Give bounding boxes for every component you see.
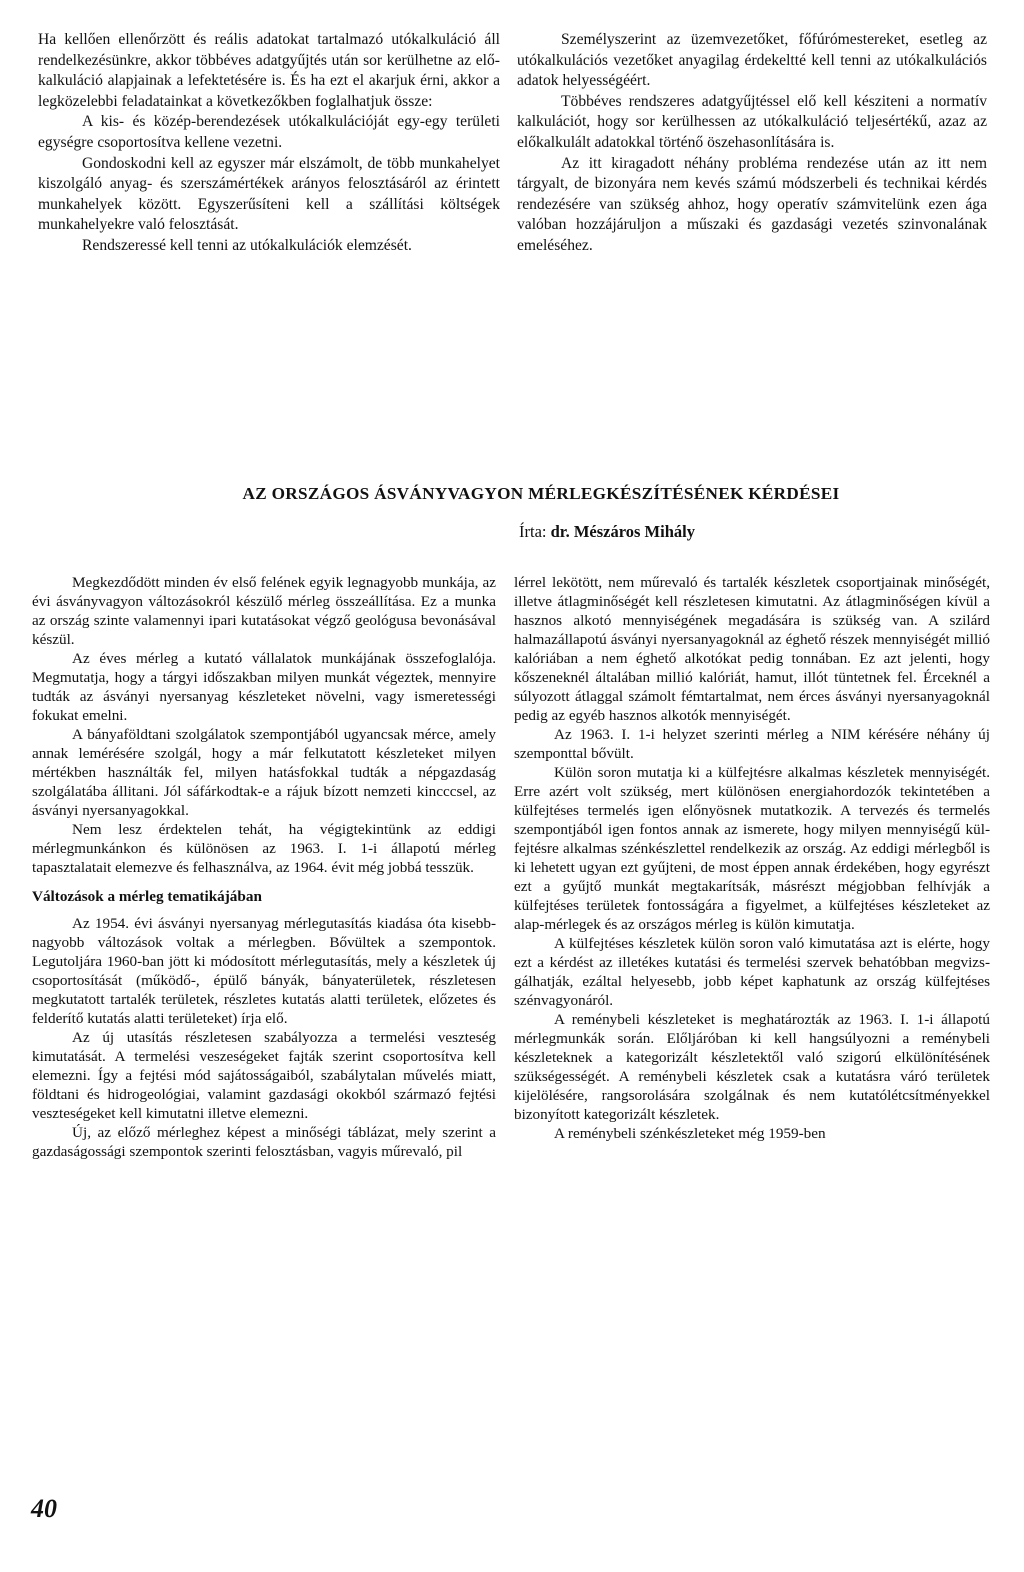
top-left-column [38,30,500,257]
bottom-left-column [32,573,496,1161]
author-name: dr. Mészáros Mihály [550,522,695,541]
byline [95,522,1024,542]
paragraph: A kis- és közép-berendezések utókalkulációját egy-egy területi egységre csoportosítva kellene vezetni. [38,113,500,151]
paragraph: Többéves rendszeres adatgyűjtéssel elő kell késziteni a normatív kalkulációt, hogy sor kerülhessen az utókalkuláció teljesértékű, azaz az előkalkulált adatokkal történő öszehasonlítására is. [517,92,987,151]
paragraph: Külön soron mutatja ki a külfejtésre alkalmas készletek mennyiségét. Erre azért volt szükség, mert különösen energiahordozók tekintetében a külfejtéses termelés igen előnyösnek mutatkozik. A tervezés és termelés szempontjából igen fontos annak az ismerete, hogy milyen mennyiségű külfejtésre alkalmas szénkészlettel rendelkezik az ország. Az eddigi mérlegből is ki lehetett ugyan ezt gyűjteni, de most éppen annak érdekében, hogy egyrészt ezt a gyűjtő munkát megtakarítsák, másrészt mégjobban felhívják a külfejtéses területek fontosságára a figyelmet, a külfejtéses készleteket az alap-mérlegek és az országos mérleg is külön kimutatja. [514,764,990,933]
paragraph: Nem lesz érdektelen tehát, ha végigtekintünk az eddigi mérlegmunkánkon és különösen az 1963. I. 1-i állapotú mérleg tapasztalatait elemezve és felhasználva, az 1964. évit még jobbá tesszük. [32,821,496,876]
paragraph: Személyszerint az üzemvezetőket, főfúrómestereket, esetleg az utókalkulációs vezetőket anyagilag érdekeltté kell tenni az utókalkulációs adatok helyességéért. [517,31,987,90]
paragraph: Az itt kiragadott néhány probléma rendezése után az itt nem tárgyalt, de bizonyára nem kevés számú módszerbeli és technikai kérdés rendezésére van szükség ahhoz, hogy operatív számvitelünk ezen ága valóban hozzájáruljon a műszaki és gazdasági vezetés szinvonalának emeléséhez. [517,154,987,254]
paragraph: lérrel lekötött, nem műrevaló és tartalék készletek csoportjainak minőségét, illetve átlagminőségét kell részletesen kimutatni. Az átlagminőségen kívül a hasznos alkotó mennyiségének megadására is szükség van. A szilárd halmazállapotú ásványi nyersanyagoknál az éghető részek mennyiségét millió kalóriában a nem éghető alkotókat pedig tonnában. Ez azt jelenti, hogy kőszeneknél általában millió kalóriát, hamut, illót tüntetnek fel. Érceknél a súlyozott átlaggal számolt fémtartalmat, nem érces ásványi nyersanyagoknál pedig az egyéb hasznos alkotók mennyiségét. [514,574,990,724]
paragraph: A reménybeli szénkészleteket még 1959-ben [554,1125,826,1142]
paragraph: Gondoskodni kell az egyszer már elszámolt, de több munkahelyet kiszolgáló anyag- és szerszámértékek arányos felosztásáról az érintett munkahelyek között. Egyszerűsíteni kell a szállítási költségek munkahelyekre való felosztását. [38,154,500,234]
paragraph: A külfejtéses készletek külön soron való kimutatása azt is elérte, hogy ezt a kérdést az illetékes kutatási és termelési szervek behatóbban megvizsgálhatják, ezáltal helyesebb, jobb képet kaphatunk az ország külfejtéses szénvagyonáról. [514,935,990,1009]
paragraph: Megkezdődött minden év első felének egyik legnagyobb munkája, az évi ásványvagyon változásokról készülő mérleg összeállítása. Ez a munka az ország szinte valamennyi ipari kutatásokat végző geológusa bevonásával készül. [32,574,496,648]
paragraph: A reménybeli készleteket is meghatározták az 1963. I. 1-i állapotú mérlegmunkák során. Előljáróban ki kell hangsúlyozni a reménybeli készleteknek a kategorizált készletektől való szigorú elkülönítésének szükségességét. A reménybeli készletek csak a kutatásra váró területek kijelölésére, rangsorolására szolgálnak és nem kutatólétcsítményekkel bizonyított kategorizált készletek. [514,1011,990,1123]
paragraph: Az 1954. évi ásványi nyersanyag mérlegutasítás kiadása óta kisebb-nagyobb változások voltak a mérlegben. Bővültek a szempontok. Legutoljára 1960-ban jött ki módosított mérlegutasítás, mely a készletek új csoportosítását (működő-, épülő bányák, bányaterületek, részletesen megkutatott tartalék területek, részletes kutatás alatti területek, előzetes és felderítő kutatás alatti területeket) írja elő. [32,915,496,1027]
top-right-column [517,30,987,257]
paragraph: Rendszeressé kell tenni az utókalkulációk elemzését. [82,236,412,254]
page-number: 40 [31,1494,57,1523]
paragraph: Az új utasítás részletesen szabályozza a termelési veszteség kimutatását. A termelési veszeségeket fajták szerint csoportosítva kell elemezni. Így a fejtési mód sajátosságaiból, szabálytalan művelés miatt, földtani és hidrogeológiai, valamint gazdasági okokból származó fejtési veszteségeket kell kimutatni illetve elemezni. [32,1029,496,1122]
bottom-right-column [514,573,990,1143]
paragraph: A bányaföldtani szolgálatok szempontjából ugyancsak mérce, amely annak lemérésére szolgál, hogy a már felkutatott készleteket milyen mértékben használták fel, milyen hatásfokkal tudták a népgazdaság szolgálatába állitani. Jól sáfárkodtak-e a rájuk bízott nemzeti kincccsel, az ásványi nyersanyagokkal. [32,726,496,819]
byline-prefix: Írta: [519,522,551,541]
article-title: AZ ORSZÁGOS ÁSVÁNYVAGYON MÉRLEGKÉSZÍTÉSÉNEK KÉRDÉSEI [242,484,840,503]
paragraph: Az 1963. I. 1-i helyzet szerinti mérleg a NIM kérésére néhány új szemponttal bővült. [514,726,990,762]
paragraph: Új, az előző mérleghez képest a minőségi táblázat, mely szerint a gazdaságossági szempontok szerinti felosztásban, vagyis műrevaló, pil [32,1124,496,1160]
paragraph: Az éves mérleg a kutató vállalatok munkájának összefoglalója. Megmutatja, hogy a tárgyi időszakban milyen munkát végeztek, mennyire tudták az ásványi nyersanyag készleteket növelni, vagy ismeretességi fokukat emelni. [32,650,496,724]
paragraph: Ha kellően ellenőrzött és reális adatokat tartalmazó utókalkuláció áll rendelkezésünkre, akkor többéves adatgyűjtés után sor kerülhetne az előkalkuláció alapjainak a lefektetésére is. És ha ezt el akarjuk érni, akkor a legközelebbi feladatainkat a következőkben foglalhatjuk össze: [38,31,500,110]
section-subheading: Változások a mérleg tematikájában [32,888,262,905]
